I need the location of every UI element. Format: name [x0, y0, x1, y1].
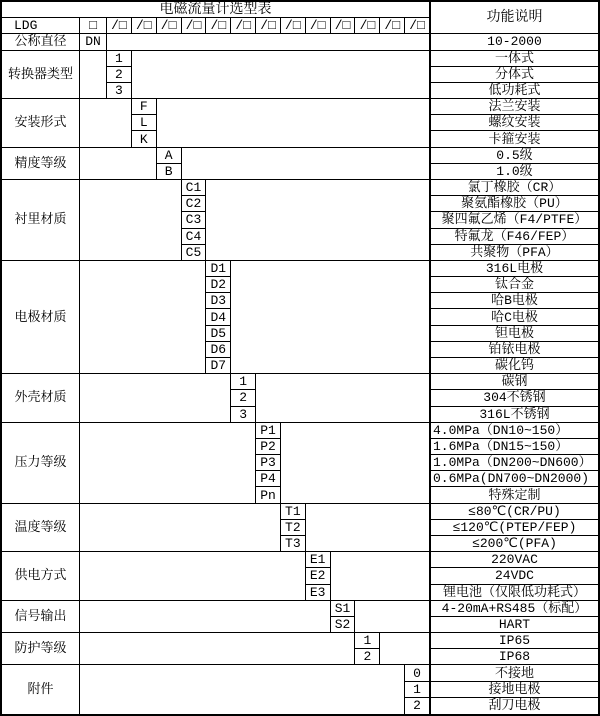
group-left-span-installation-type [80, 99, 132, 148]
option-code-temperature-rating: T3 [281, 536, 306, 552]
group-left-span-housing-material [80, 374, 231, 423]
option-code-electrode-material: D3 [206, 293, 231, 309]
model-slot-box: /□ [256, 18, 281, 34]
option-code-lining-material: C5 [182, 245, 207, 261]
option-desc-lining-material: 特氟龙（F46/FEP） [430, 229, 598, 245]
group-right-span-installation-type [157, 99, 430, 148]
model-slot-box: /□ [107, 18, 132, 34]
option-desc-housing-material: 碳钢 [430, 374, 598, 390]
group-right-span-accuracy-class [182, 148, 430, 180]
option-code-converter-type: 3 [107, 83, 132, 99]
group-right-span-pressure-rating [281, 423, 430, 504]
option-code-lining-material: C2 [182, 196, 207, 212]
model-slot-box: /□ [405, 18, 430, 34]
option-desc-temperature-rating: ≤200℃(PFA) [430, 536, 598, 552]
group-label-housing-material: 外壳材质 [2, 374, 80, 423]
group-left-span-electrode-material [80, 261, 206, 374]
option-desc-power-supply: 220VAC [430, 552, 598, 568]
option-desc-signal-output: HART [430, 617, 598, 633]
option-code-housing-material: 2 [231, 390, 256, 406]
option-code-electrode-material: D5 [206, 326, 231, 342]
group-right-span-temperature-rating [306, 504, 430, 553]
group-label-converter-type: 转换器类型 [2, 51, 80, 100]
option-desc-electrode-material: 铂铱电极 [430, 342, 598, 358]
option-desc-signal-output: 4-20mA+RS485（标配） [430, 601, 598, 617]
function-description-header: 功能说明 [430, 2, 598, 34]
option-code-power-supply: E3 [306, 585, 331, 601]
option-desc-lining-material: 氯丁橡胶（CR） [430, 180, 598, 196]
model-slot-box: /□ [231, 18, 256, 34]
option-desc-lining-material: 聚四氟乙烯（F4/PTFE） [430, 212, 598, 228]
group-left-span-accessories [80, 665, 405, 714]
option-desc-temperature-rating: ≤80℃(CR/PU) [430, 504, 598, 520]
group-label-installation-type: 安装形式 [2, 99, 80, 148]
option-code-accessories: 0 [405, 665, 430, 681]
option-desc-electrode-material: 哈B电极 [430, 293, 598, 309]
option-desc-accuracy-class: 1.0级 [430, 164, 598, 180]
option-desc-accessories: 刮刀电极 [430, 698, 598, 714]
option-code-lining-material: C4 [182, 229, 207, 245]
group-label-pressure-rating: 压力等级 [2, 423, 80, 504]
model-slot-box: /□ [157, 18, 182, 34]
option-desc-electrode-material: 钽电极 [430, 326, 598, 342]
model-slot-box: /□ [132, 18, 157, 34]
option-desc-temperature-rating: ≤120℃(PTEP/FEP) [430, 520, 598, 536]
option-desc-housing-material: 304不锈钢 [430, 390, 598, 406]
option-desc-housing-material: 316L不锈钢 [430, 407, 598, 423]
option-desc-protection-rating: IP65 [430, 633, 598, 649]
option-code-lining-material: C1 [182, 180, 207, 196]
option-code-converter-type: 2 [107, 67, 132, 83]
option-code-converter-type: 1 [107, 51, 132, 67]
option-desc-installation-type: 螺纹安装 [430, 115, 598, 131]
option-code-signal-output: S2 [331, 617, 356, 633]
model-slot-box: /□ [306, 18, 331, 34]
option-code-lining-material: C3 [182, 212, 207, 228]
option-code-accessories: 2 [405, 698, 430, 714]
group-right-span-lining-material [206, 180, 430, 261]
option-code-pressure-rating: P1 [256, 423, 281, 439]
option-code-housing-material: 1 [231, 374, 256, 390]
option-desc-pressure-rating: 4.0MPa（DN10~150） [430, 423, 598, 439]
model-slot-box: /□ [355, 18, 380, 34]
nominal-diameter-span-cell [107, 34, 430, 50]
option-code-accuracy-class: B [157, 164, 182, 180]
option-code-accuracy-class: A [157, 148, 182, 164]
option-desc-accessories: 接地电极 [430, 682, 598, 698]
option-desc-pressure-rating: 特殊定制 [430, 487, 598, 503]
option-code-protection-rating: 2 [355, 649, 380, 665]
option-code-power-supply: E1 [306, 552, 331, 568]
group-label-electrode-material: 电极材质 [2, 261, 80, 374]
table-title: 电磁流量计选型表 [2, 2, 430, 18]
group-left-span-pressure-rating [80, 423, 256, 504]
option-code-signal-output: S1 [331, 601, 356, 617]
option-desc-pressure-rating: 1.6MPa（DN15~150） [430, 439, 598, 455]
group-left-span-power-supply [80, 552, 306, 601]
group-label-accessories: 附件 [2, 665, 80, 714]
option-desc-converter-type: 低功耗式 [430, 83, 598, 99]
group-label-temperature-rating: 温度等级 [2, 504, 80, 553]
group-left-span-protection-rating [80, 633, 355, 665]
option-code-protection-rating: 1 [355, 633, 380, 649]
option-desc-accessories: 不接地 [430, 665, 598, 681]
option-desc-electrode-material: 哈C电极 [430, 309, 598, 325]
group-label-lining-material: 衬里材质 [2, 180, 80, 261]
option-desc-lining-material: 共聚物（PFA） [430, 245, 598, 261]
option-code-installation-type: L [132, 115, 157, 131]
option-code-electrode-material: D6 [206, 342, 231, 358]
model-code-box: □ [80, 18, 107, 34]
group-right-span-converter-type [132, 51, 430, 100]
option-desc-converter-type: 分体式 [430, 67, 598, 83]
option-desc-power-supply: 锂电池（仅限低功耗式） [430, 585, 598, 601]
model-slot-box: /□ [206, 18, 231, 34]
option-code-electrode-material: D2 [206, 277, 231, 293]
option-desc-electrode-material: 316L电极 [430, 261, 598, 277]
group-right-span-housing-material [256, 374, 430, 423]
option-desc-protection-rating: IP68 [430, 649, 598, 665]
group-label-accuracy-class: 精度等级 [2, 148, 80, 180]
option-code-electrode-material: D7 [206, 358, 231, 374]
option-code-power-supply: E2 [306, 568, 331, 584]
option-code-pressure-rating: P3 [256, 455, 281, 471]
option-code-pressure-rating: P2 [256, 439, 281, 455]
option-desc-installation-type: 法兰安装 [430, 99, 598, 115]
group-label-power-supply: 供电方式 [2, 552, 80, 601]
option-desc-converter-type: 一体式 [430, 51, 598, 67]
group-left-span-converter-type [80, 51, 107, 100]
group-left-span-accuracy-class [80, 148, 157, 180]
option-code-installation-type: K [132, 131, 157, 147]
option-code-pressure-rating: Pn [256, 487, 281, 503]
group-label-signal-output: 信号输出 [2, 601, 80, 633]
row-label-nominal-diameter: 公称直径 [2, 34, 80, 50]
model-slot-box: /□ [281, 18, 306, 34]
group-left-span-signal-output [80, 601, 331, 633]
option-desc-pressure-rating: 0.6MPa(DN700~DN2000) [430, 471, 598, 487]
option-desc-power-supply: 24VDC [430, 568, 598, 584]
group-right-span-signal-output [355, 601, 430, 633]
option-desc-electrode-material: 钛合金 [430, 277, 598, 293]
option-code-electrode-material: D4 [206, 309, 231, 325]
option-desc-pressure-rating: 1.0MPa（DN200~DN600） [430, 455, 598, 471]
option-desc-installation-type: 卡箍安装 [430, 131, 598, 147]
nominal-diameter-desc: 10-2000 [430, 34, 598, 50]
option-desc-accuracy-class: 0.5级 [430, 148, 598, 164]
group-label-protection-rating: 防护等级 [2, 633, 80, 665]
option-code-temperature-rating: T1 [281, 504, 306, 520]
option-code-accessories: 1 [405, 682, 430, 698]
model-slot-box: /□ [380, 18, 405, 34]
group-left-span-temperature-rating [80, 504, 281, 553]
model-slot-box: /□ [331, 18, 356, 34]
group-right-span-electrode-material [231, 261, 430, 374]
group-right-span-protection-rating [380, 633, 430, 665]
nominal-diameter-code: DN [80, 34, 107, 50]
group-right-span-power-supply [331, 552, 430, 601]
model-slot-box: /□ [182, 18, 207, 34]
option-code-pressure-rating: P4 [256, 471, 281, 487]
option-code-installation-type: F [132, 99, 157, 115]
option-code-housing-material: 3 [231, 407, 256, 423]
option-code-temperature-rating: T2 [281, 520, 306, 536]
model-prefix: LDG [2, 18, 80, 34]
option-desc-lining-material: 聚氨酯橡胶（PU） [430, 196, 598, 212]
option-desc-electrode-material: 碳化钨 [430, 358, 598, 374]
option-code-electrode-material: D1 [206, 261, 231, 277]
group-left-span-lining-material [80, 180, 182, 261]
